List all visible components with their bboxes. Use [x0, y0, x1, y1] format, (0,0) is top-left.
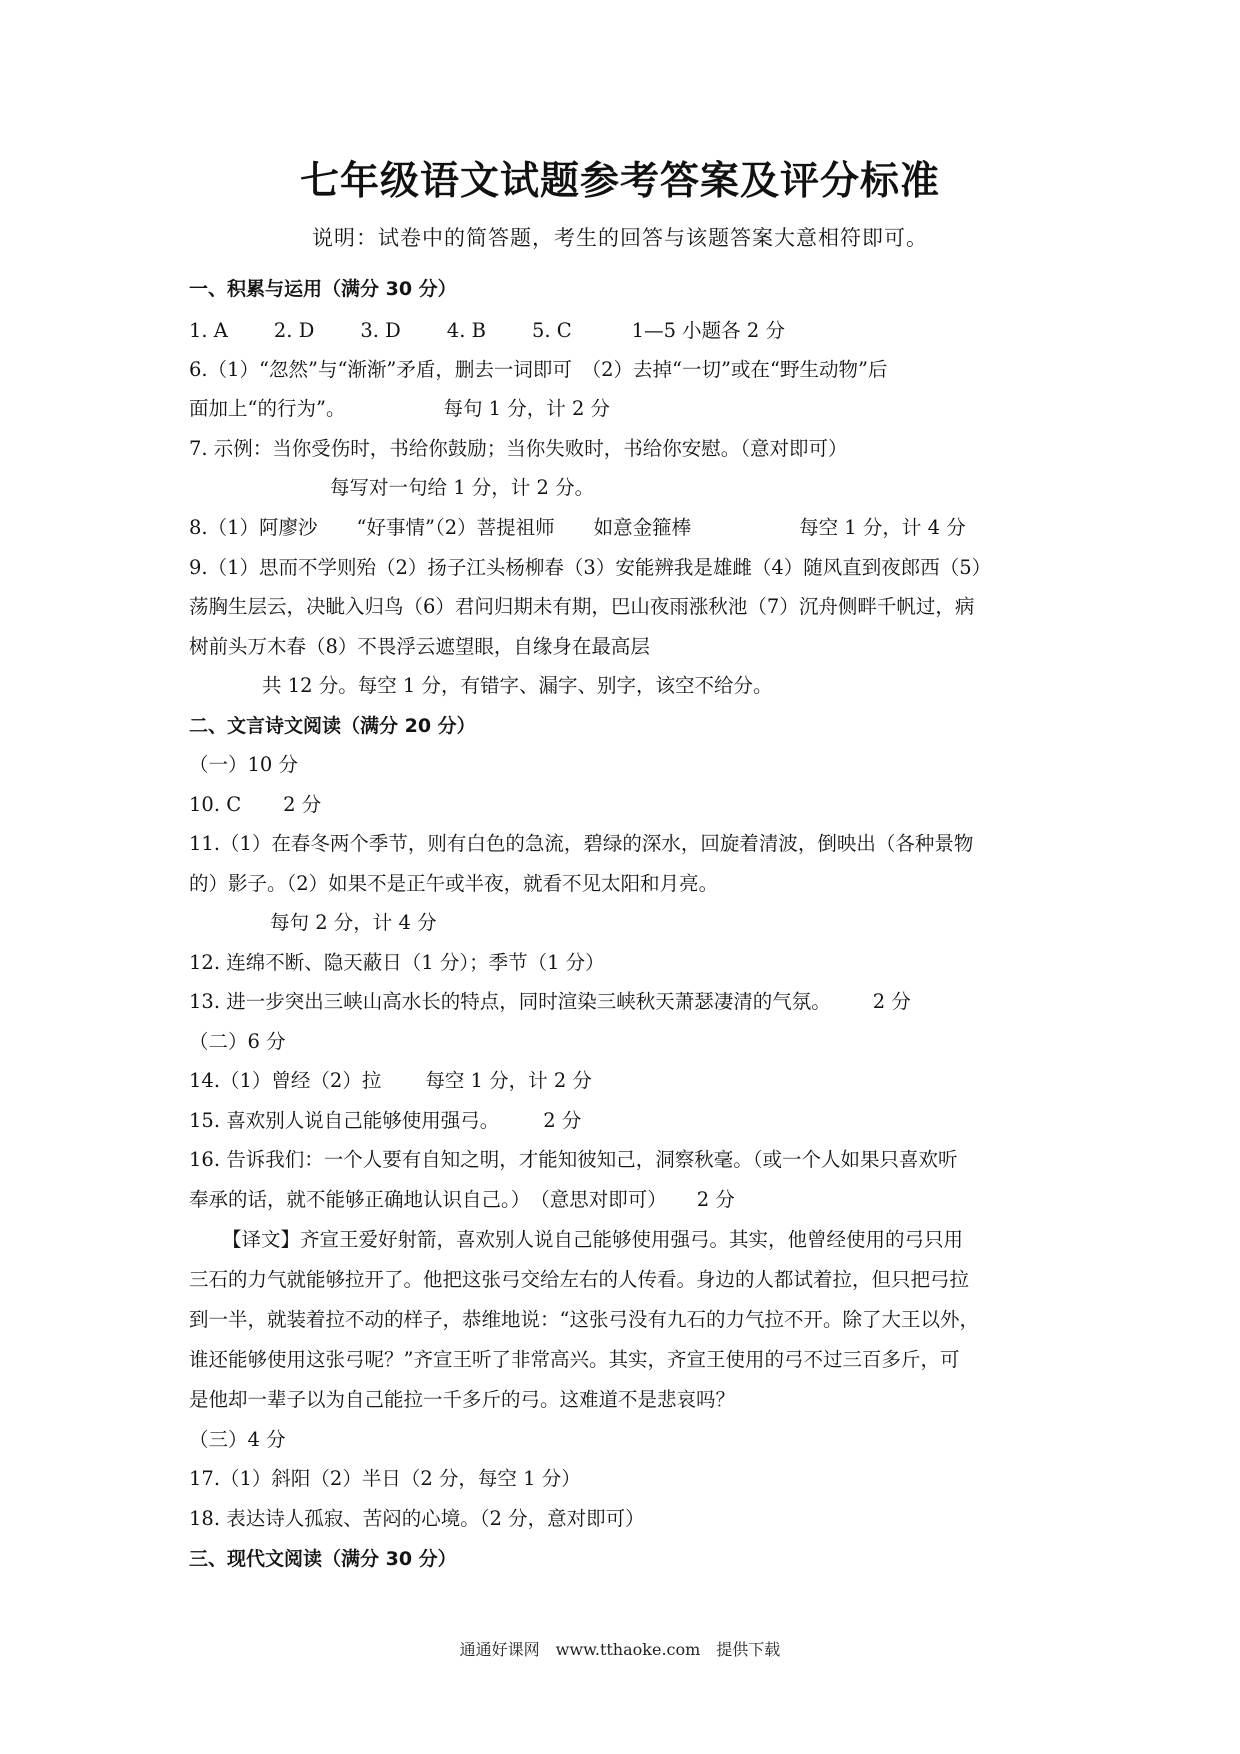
answer-6-line1: 6.（1）“忽然”与“渐渐”矛盾，删去一词即可 （2）去掉“一切”或在“野生动物”后 [189, 358, 888, 381]
answer-11-score: 每句 2 分，计 4 分 [270, 911, 437, 934]
answer-18: 18. 表达诗人孤寂、苦闷的心境。（2 分，意对即可） [189, 1507, 645, 1530]
score-note: 每句 1 分，计 2 分 [443, 397, 611, 420]
translation-line: 到一半，就装着拉不动的样子，恭维地说：“这张弓没有九石的力气拉不开。除了大王以外， [189, 1308, 979, 1331]
answer-17: 17.（1）斜阳（2）半日（2 分，每空 1 分） [189, 1467, 581, 1490]
score-note: 1—5 小题各 2 分 [631, 319, 785, 342]
part-heading-1: （一）10 分 [189, 753, 299, 776]
answer-15: 15. 喜欢别人说自己能够使用强弓。 2 分 [189, 1109, 582, 1132]
translation-line: 是他却一辈子以为自己能拉一千多斤的弓。这难道不是悲哀吗？ [189, 1388, 736, 1411]
page-footer: 通通好课网 www.tthaoke.com 提供下载 [459, 1640, 781, 1659]
answer-7-score: 每写对一句给 1 分，计 2 分。 [330, 476, 595, 499]
answer-4: 4. B [446, 319, 486, 342]
score-note: 每空 1 分，计 2 分 [425, 1069, 592, 1092]
answer-3: 3. D [360, 319, 401, 342]
answer-6-line2: 面加上“的行为”。 每句 1 分，计 2 分 [189, 397, 611, 420]
part-heading-2: （二）6 分 [189, 1030, 286, 1053]
instructions-note: 说明：试卷中的简答题，考生的回答与该题答案大意相符即可。 [312, 226, 928, 250]
answer-16-line2: 奉承的话，就不能够正确地认识自己。） （意思对即可） 2 分 [189, 1188, 735, 1211]
answer-1: 1. A [189, 319, 228, 342]
answer-9-line1: 9.（1）思而不学则殆（2）扬子江头杨柳春（3）安能辨我是雄雌（4）随风直到夜郎西（5） [189, 556, 992, 579]
score-note: 2 分 [872, 990, 911, 1013]
answer-16-line1: 16. 告诉我们：一个人要有自知之明，才能知彼知己，洞察秋毫。（或一个人如果只喜欢听 [189, 1148, 958, 1171]
answer-7-line1: 7. 示例：当你受伤时，书给你鼓励；当你失败时，书给你安慰。（意对即可） [189, 437, 848, 460]
answer-13: 13. 进一步突出三峡山高水长的特点，同时渲染三峡秋天萧瑟凄清的气氛。 2 分 [189, 990, 911, 1013]
answer-12: 12. 连绵不断、隐天蔽日（1 分）；季节（1 分） [189, 951, 605, 974]
score-note: 2 分 [283, 793, 322, 816]
answer-9-line3: 树前头万木春（8）不畏浮云遮望眼，自缘身在最高层 [189, 635, 650, 658]
translation-line: 谁还能够使用这张弓呢？”齐宣王听了非常高兴。其实，齐宣王使用的弓不过三百多斤，可 [189, 1348, 960, 1371]
answer-14: 14.（1）曾经（2）拉 每空 1 分，计 2 分 [189, 1069, 592, 1092]
score-note: 2 分 [543, 1109, 582, 1132]
section-heading-2: 二、文言诗文阅读（满分 20 分） [189, 715, 476, 737]
section-heading-3: 三、现代文阅读（满分 30 分） [189, 1548, 457, 1570]
answer-9-line2: 荡胸生层云，决眦入归鸟（6）君问归期未有期，巴山夜雨涨秋池（7）沉舟侧畔千帆过，病 [189, 595, 975, 618]
answer-8: 8.（1）阿廖沙 “好事情”（2）菩提祖师 如意金箍棒 每空 1 分，计 4 分 [189, 516, 966, 539]
answer-10: 10. C 2 分 [189, 793, 322, 816]
translation-line: 三石的力气就能够拉开了。他把这张弓交给左右的人传看。身边的人都试着拉，但只把弓拉 [189, 1268, 970, 1291]
answer-11-line1: 11.（1）在春冬两个季节，则有白色的急流，碧绿的深水，回旋着清波，倒映出（各种景物 [189, 832, 974, 855]
score-note: 2 分 [696, 1188, 735, 1211]
answer-5: 5. C [531, 319, 572, 342]
answers-1-5 [189, 318, 785, 344]
part-heading-3: （三）4 分 [189, 1428, 286, 1451]
translation-line: 【译文】齐宣王爱好射箭，喜欢别人说自己能够使用强弓。其实，他曾经使用的弓只用 [222, 1228, 964, 1251]
answer-2: 2. D [273, 319, 315, 342]
answer-11-line2: 的）影子。（2）如果不是正午或半夜，就看不见太阳和月亮。 [189, 872, 719, 895]
score-note: 每空 1 分，计 4 分 [799, 516, 966, 539]
section-heading-1: 一、积累与运用（满分 30 分） [189, 278, 457, 300]
answer-9-score: 共 12 分。每空 1 分，有错字、漏字、别字，该空不给分。 [262, 674, 773, 697]
page-title: 七年级语文试题参考答案及评分标准 [299, 159, 940, 204]
